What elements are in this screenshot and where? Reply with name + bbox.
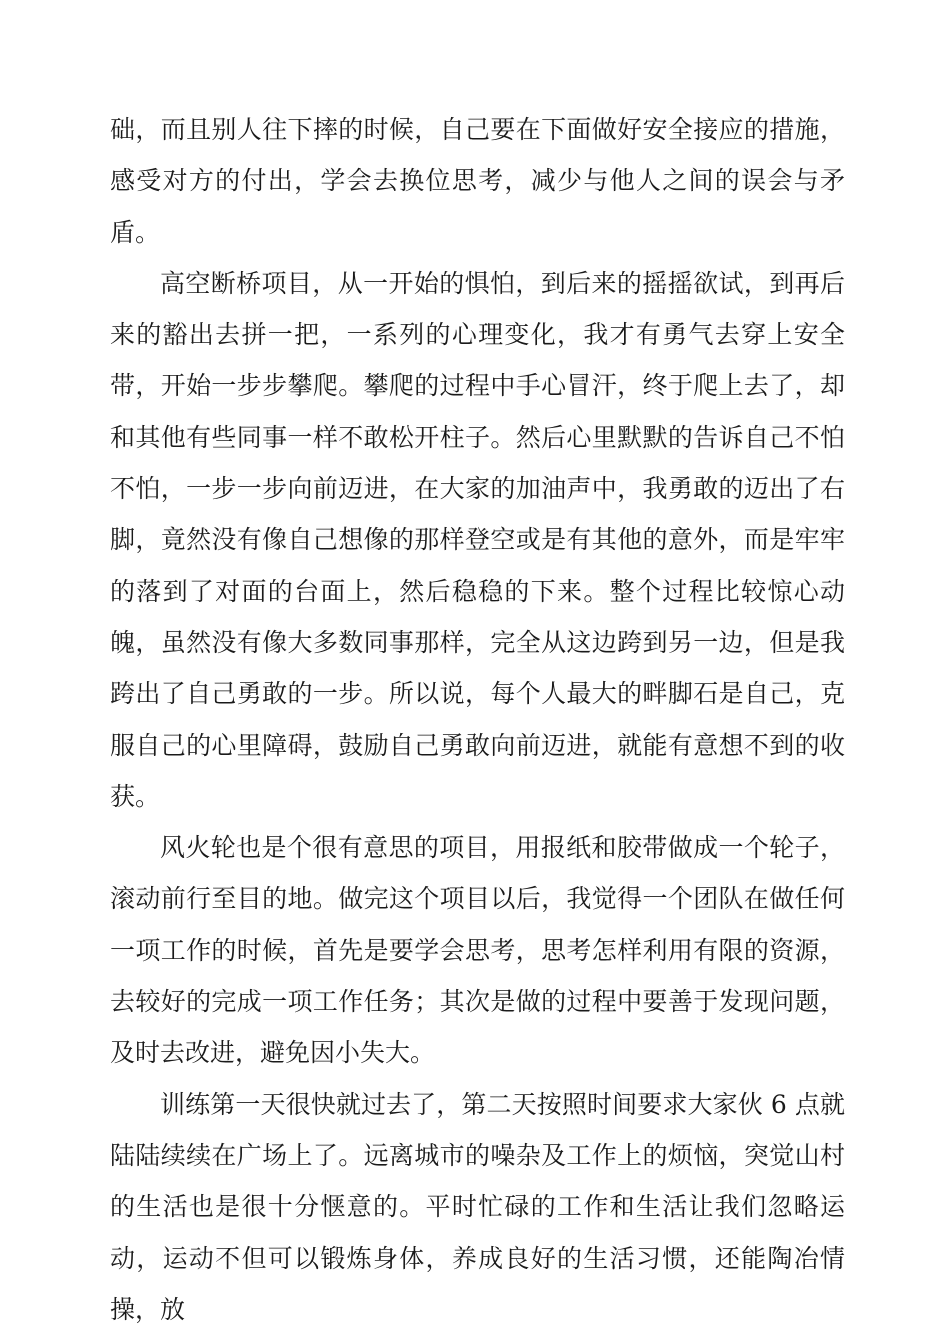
- paragraph-second-day: 训练第一天很快就过去了，第二天按照时间要求大家伙 6 点就陆陆续续在广场上了。远离城市的噪杂及工作上的烦恼，突觉山村的生活也是很十分惬意的。平时忙碌的工作和生活让我们忽略运动，运动不但可以锻炼身体，养成良好的生活习惯，还能陶冶情操，放: [110, 1089, 845, 1324]
- paragraph-continuation: 础，而且别人往下摔的时候，自己要在下面做好安全接应的措施，感受对方的付出，学会去换位思考，减少与他人之间的误会与矛盾。: [110, 115, 845, 247]
- paragraph-high-bridge: 高空断桥项目，从一开始的惧怕，到后来的摇摇欲试，到再后来的豁出去拼一把，一系列的心理变化，我才有勇气去穿上安全带，开始一步步攀爬。攀爬的过程中手心冒汗，终于爬上去了，却和其他有些同事一样不敢松开柱子。然后心里默默的告诉自己不怕不怕，一步一步向前迈进，在大家的加油声中，我勇敢的迈出了右脚，竟然没有像自己想像的那样登空或是有其他的意外，而是牢牢的落到了对面的台面上，然后稳稳的下来。整个过程比较惊心动魄，虽然没有像大多数同事那样，完全从这边跨到另一边，但是我跨出了自己勇敢的一步。所以说，每个人最大的畔脚石是自己，克服自己的心里障碍，鼓励自己勇敢向前迈进，就能有意想不到的收获。: [110, 268, 845, 811]
- paragraph-wind-fire-wheel: 风火轮也是个很有意思的项目，用报纸和胶带做成一个轮子，滚动前行至目的地。做完这个项目以后，我觉得一个团队在做任何一项工作的时候，首先是要学会思考，思考怎样利用有限的资源，去较好的完成一项工作任务；其次是做的过程中要善于发现问题，及时去改进，避免因小失大。: [110, 833, 845, 1068]
- body-text: [110, 104, 845, 1335]
